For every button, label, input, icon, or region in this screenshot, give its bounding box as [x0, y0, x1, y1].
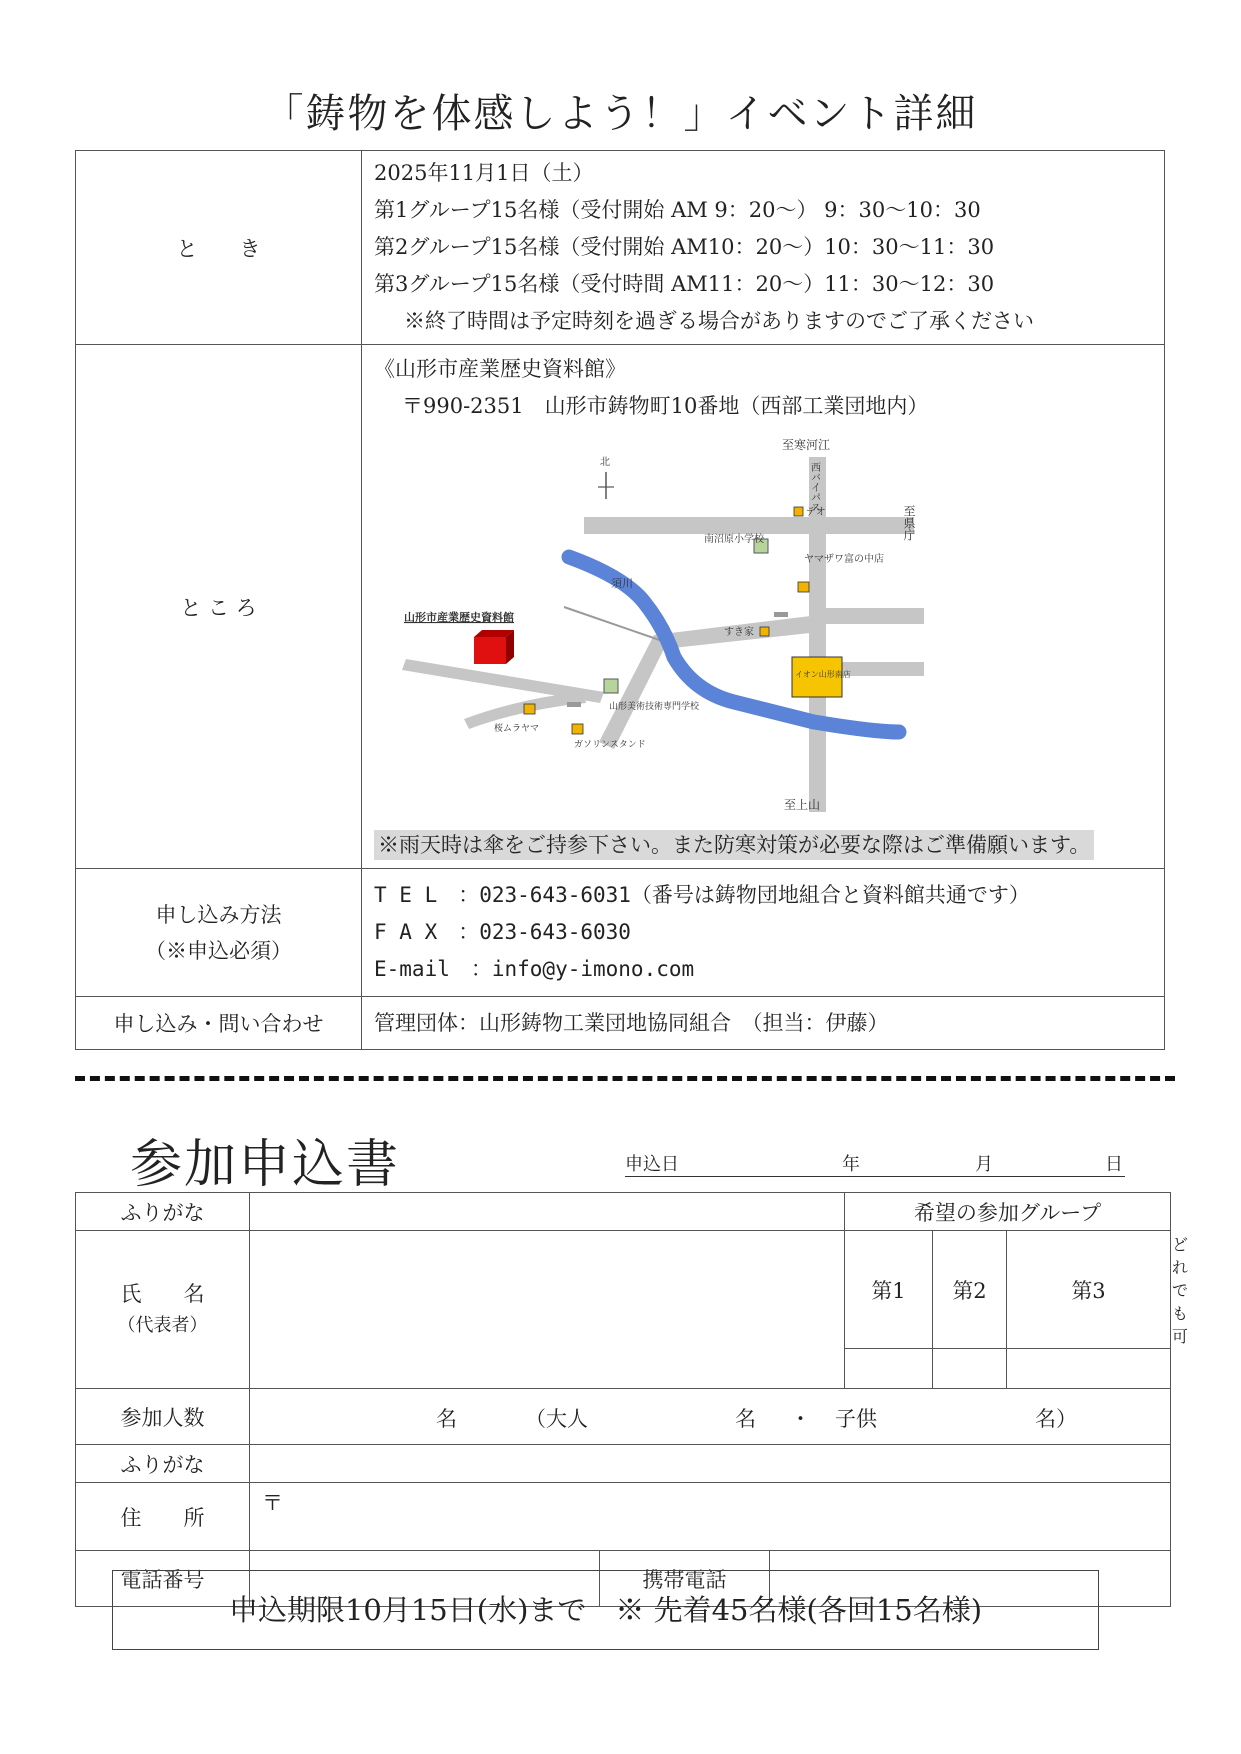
gas-label: ガソリンスタンド: [574, 740, 646, 750]
name-label-text: 氏 名: [120, 1281, 205, 1306]
to-kencho-label: 至県庁: [902, 505, 916, 541]
road-name-label: 西バイパス: [808, 462, 820, 512]
group-3-time: 第3グループ15名様（受付時間 AM11：20～）11：30～12：30: [374, 272, 995, 296]
where-value: [362, 345, 1165, 869]
postal-mark: 〒: [262, 1491, 283, 1515]
school-1-label: 南沼原小学校: [704, 534, 764, 545]
application-form: ふりがな 希望の参加グループ 氏 名 （代表者） 第1 第2 第3 どれでも可 参加人数 名 （大人 名 ・ 子供 名） ふりがな 住 所 〒 電話番号 携帯電話: [75, 1192, 1171, 1607]
phone-label: 電話番号: [76, 1551, 250, 1607]
where-label: と こ ろ: [76, 345, 362, 869]
contact-label: 申し込み・問い合わせ: [76, 997, 362, 1050]
group-option-3: 第3: [1007, 1231, 1171, 1349]
name-field[interactable]: [250, 1231, 845, 1389]
end-time-note: ※終了時間は予定時刻を過ぎる場合がありますのでご了承ください: [404, 309, 1034, 333]
group-check-2[interactable]: [933, 1349, 1007, 1389]
mobile-label: 携帯電話: [600, 1551, 770, 1607]
group-check-3[interactable]: [1007, 1349, 1171, 1389]
event-details-table: [75, 150, 1165, 1050]
yamazawa-marker: [798, 582, 809, 592]
tel-line: T E L ：023-643-6031（番号は鋳物団地組合と資料館共通です）: [374, 883, 1030, 907]
fax-line: F A X ：023-643-6030: [374, 920, 631, 944]
group-check-1[interactable]: [845, 1349, 933, 1389]
group-option-1: 第1: [845, 1231, 933, 1349]
children-label: 子供: [835, 1407, 877, 1431]
contact-value: 管理団体：山形鋳物工業団地協同組合 （担当：伊藤）: [362, 997, 1165, 1050]
yamura-marker: [524, 704, 535, 714]
venue-name: 《山形市産業歴史資料館》: [374, 357, 626, 381]
school-2-marker: [604, 679, 618, 693]
road-east: [824, 608, 924, 624]
separator-dot: ・: [790, 1407, 811, 1431]
group-header: 希望の参加グループ: [845, 1193, 1171, 1231]
address-field[interactable]: [250, 1483, 1171, 1551]
deo-marker: [794, 507, 803, 516]
access-map: [374, 427, 1134, 827]
contact-row: [76, 997, 1165, 1050]
group-2-time: 第2グループ15名様（受付開始 AM10：20～）10：30～11：30: [374, 235, 995, 259]
aeon-label: イオン山形南店: [795, 670, 851, 679]
cut-line: [75, 1076, 1175, 1081]
apply-value: [362, 869, 1165, 997]
river-label: 須川: [611, 577, 633, 590]
school-2-label: 山形美術技術専門学校: [609, 702, 700, 712]
where-row: [76, 345, 1165, 869]
email-line[interactable]: E-mail ：info@y-imono.com: [374, 957, 695, 981]
apply-date-label: 申込日: [625, 1154, 679, 1175]
furigana-2-label: ふりがな: [76, 1445, 250, 1483]
children-unit: 名）: [1035, 1407, 1077, 1431]
apply-row: [76, 869, 1165, 997]
furigana-2-field[interactable]: [250, 1445, 1171, 1483]
deadline-box: 申込期限10月15日(水)まで ※ 先着45名様(各回15名様): [112, 1570, 1099, 1650]
access-map-svg: [374, 427, 1134, 827]
apply-label: [76, 869, 362, 997]
participants-total-unit: 名: [436, 1407, 457, 1431]
sukiya-label: すき家: [724, 627, 754, 638]
when-label: と き: [76, 151, 362, 345]
venue-address: 〒990-2351 山形市鋳物町10番地（西部工業団地内）: [402, 394, 929, 418]
participants-label: 参加人数: [76, 1389, 250, 1445]
sukiya-marker: [760, 627, 769, 636]
signal-1: [774, 612, 788, 617]
apply-label-line-1: 申し込み方法: [155, 902, 282, 927]
gas-marker: [572, 724, 583, 734]
address-label: 住 所: [76, 1483, 250, 1551]
apply-date-day: 日: [1105, 1154, 1123, 1175]
adults-label: （大人: [525, 1407, 588, 1431]
museum-building: [474, 637, 506, 664]
apply-date-month: 月: [975, 1154, 993, 1175]
form-title: 参加申込書: [130, 1135, 401, 1195]
apply-date-year: 年: [842, 1154, 860, 1175]
when-value: [362, 151, 1165, 345]
road-horizontal-top: [584, 517, 914, 534]
museum-label: 山形市産業歴史資料館: [404, 611, 514, 624]
rain-note: ※雨天時は傘をご持参下さい。また防寒対策が必要な際はご準備願います。: [374, 830, 1094, 860]
apply-label-line-2: （※申込必須）: [145, 938, 292, 963]
road-diagonal: [599, 615, 819, 749]
signal-2: [567, 702, 581, 707]
yamura-label: 桜ムラヤマ: [494, 724, 540, 734]
group-option-2: 第2: [933, 1231, 1007, 1349]
to-sagae-label: 至寒河江: [782, 438, 831, 452]
group-1-time: 第1グループ15名様（受付開始 AM 9：20～） 9：30～10：30: [374, 198, 981, 222]
deo-label: デオ: [806, 507, 826, 518]
north-label: 北: [600, 457, 610, 468]
representative-label: （代表者）: [117, 1314, 208, 1336]
yamazawa-label: ヤマザワ富の中店: [804, 554, 884, 565]
to-kaminoyama-label: 至上山: [784, 798, 821, 812]
apply-date-line[interactable]: [625, 1150, 1125, 1177]
participants-field[interactable]: [250, 1389, 1171, 1445]
page-title: 「鋳物を体感しよう！」イベント詳細: [263, 91, 978, 137]
furigana-label: ふりがな: [76, 1193, 250, 1231]
adults-unit: 名: [735, 1407, 756, 1431]
when-row: [76, 151, 1165, 345]
name-label: [76, 1231, 250, 1389]
event-date: 2025年11月1日（土）: [374, 161, 594, 185]
furigana-field[interactable]: [250, 1193, 845, 1231]
